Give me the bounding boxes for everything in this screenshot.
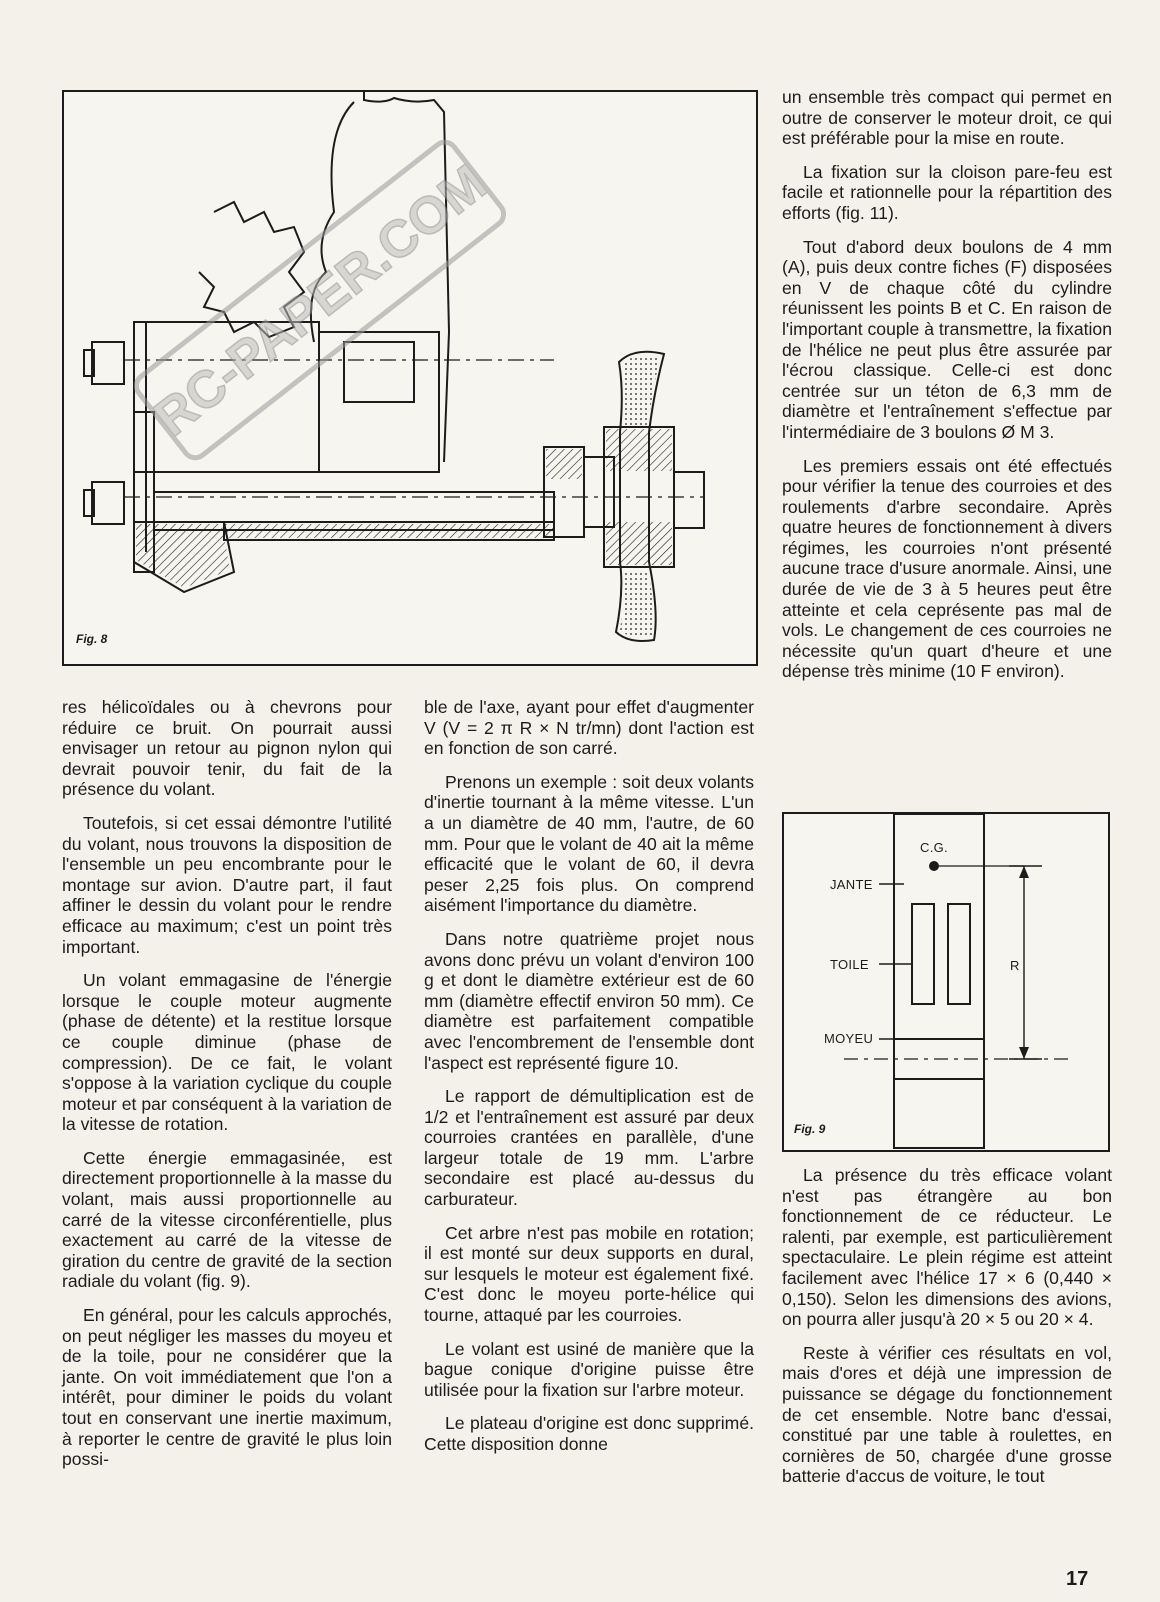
page-number: 17 bbox=[1066, 1568, 1089, 1590]
text-column-left bbox=[62, 697, 392, 1483]
paragraph: Toutefois, si cet essai démontre l'utilité du volant, nous trouvons la disposition de l'ensemble un peu encombrante pour le montage sur avion. D'autre part, il faut affiner le dessin du volant pour le rendre efficace au maximum; c'est un point très important. bbox=[62, 812, 392, 957]
paragraph: Le volant est usiné de manière que la bague conique d'origine puisse être utilisée pour la fixation sur l'arbre moteur. bbox=[424, 1338, 754, 1400]
paragraph: res hélicoïdales ou à chevrons pour réduire ce bruit. On pourrait aussi envisager un retour au pignon nylon qui devrait pouvoir tenir, du fait de la présence du volant. bbox=[62, 697, 392, 800]
paragraph: Le rapport de démultiplication est de 1/2 et l'entraînement est assuré par deux courroies crantées en parallèle, d'une largeur totale de 19 mm. L'arbre secondaire est placé au-dessus du carburateur. bbox=[424, 1086, 754, 1210]
figure-9-drawing bbox=[784, 814, 1108, 1150]
label-cg: C.G. bbox=[920, 840, 948, 855]
paragraph: La fixation sur la cloison pare-feu est facile et rationnelle pour la répartition des efforts (fig. 11). bbox=[782, 161, 1112, 223]
paragraph: ble de l'axe, ayant pour effet d'augmenter V (V = 2 π R × N tr/mn) dont l'action est en fonction de son carré. bbox=[424, 697, 754, 759]
paragraph: Un volant emmagasine de l'énergie lorsque le couple moteur augmente (phase de détente) et la restitue lorsque ce couple diminue (phase de compression). De ce fait, le volant s'oppose à la variation cyclique du couple moteur et par conséquent à la variation de la vitesse de rotation. bbox=[62, 970, 392, 1135]
text-column-right-top bbox=[782, 87, 1112, 695]
figure-9-label: Fig. 9 bbox=[794, 1122, 826, 1136]
text-column-middle bbox=[424, 697, 754, 1468]
paragraph: Reste à vérifier ces résultats en vol, mais d'ores et déjà une impression de puissance se dégage du fonctionnement de cet ensemble. Notre banc d'essai, constitué par une table à roulettes, en cornières de 50, chargée d'une grosse batterie d'accus de voiture, le tout bbox=[782, 1342, 1112, 1487]
paragraph: un ensemble très compact qui permet en outre de conserver le moteur droit, ce qui est préférable pour la mise en route. bbox=[782, 87, 1112, 149]
figure-9 bbox=[782, 812, 1110, 1152]
watermark-text: RC-PAPER.COM bbox=[143, 153, 498, 448]
paragraph: Les premiers essais ont été effectués pour vérifier la tenue des courroies et des roulements d'arbre secondaire. Après quatre heures de fonctionnement à divers régimes, les courroies n'ont présenté aucune trace d'usure anormale. Ainsi, une durée de vie de 3 à 5 heures peut être atteinte et cela ceprésente pas mal de vols. Le changement de ces courroies ne nécessite qu'un quart d'heure et une dépense très minime (10 F environ). bbox=[782, 455, 1112, 682]
paragraph: Cette énergie emmagasinée, est directement proportionnelle à la masse du volant, mais aussi proportionnelle au carré de la vitesse circonférentielle, plus exactement au carré de la vitesse de giration du centre de gravité de la section radiale du volant (fig. 9). bbox=[62, 1147, 392, 1292]
paragraph: Tout d'abord deux boulons de 4 mm (A), puis deux contre fiches (F) disposées en V de chaque côté du cylindre réunissent les points B et C. En raison de l'important couple à transmettre, la fixation de l'hélice ne peut plus être assurée par l'écrou classique. Celle-ci est donc centrée sur un téton de 6,3 mm de diamètre et l'entraînement s'effectue par l'intermédiaire de 3 boulons Ø M 3. bbox=[782, 236, 1112, 442]
label-toile: TOILE bbox=[830, 957, 869, 972]
paragraph: Dans notre quatrième projet nous avons donc prévu un volant d'environ 100 g et dont le diamètre extérieur est de 60 mm (diamètre effectif environ 50 mm). Ce diamètre est parfaitement compatible avec l'encombrement de l'ensemble dont l'aspect est représenté figure 10. bbox=[424, 928, 754, 1073]
paragraph: Cet arbre n'est pas mobile en rotation; il est monté sur deux supports en dural, sur lesquels le moteur est également fixé. C'est donc le moyeu porte-hélice qui tourne, attaqué par les courroies. bbox=[424, 1222, 754, 1326]
text-column-right-bottom bbox=[782, 1165, 1112, 1500]
label-moyeu: MOYEU bbox=[824, 1031, 874, 1046]
watermark-stamp bbox=[90, 120, 550, 480]
paragraph: En général, pour les calculs approchés, on peut négliger les masses du moyeu et de la toile, pour ne considérer que la jante. On voit immédiatement que l'on a intérêt, pour diminer le poids du volant tout en conservant une inertie maximum, à reporter le centre de gravité le plus loin possi- bbox=[62, 1305, 392, 1470]
figure-8-label: Fig. 8 bbox=[76, 632, 108, 646]
paragraph: La présence du très efficace volant n'est pas étrangère au bon fonctionnement de ce réducteur. Le ralenti, par exemple, est particulièrement spectaculaire. Le plein régime est atteint facilement avec l'hélice 17 × 6 (0,440 × 0,150). Selon les dimensions des avions, on pourra aller jusqu'à 20 × 5 ou 20 × 4. bbox=[782, 1165, 1112, 1330]
paragraph: Le plateau d'origine est donc supprimé. Cette disposition donne bbox=[424, 1413, 754, 1454]
label-jante: JANTE bbox=[830, 877, 873, 892]
label-r: R bbox=[1010, 958, 1020, 973]
paragraph: Prenons un exemple : soit deux volants d'inertie tournant à la même vitesse. L'un a un diamètre de 40 mm, l'autre, de 60 mm. Pour que le volant de 40 ait la même efficacité que le volant de 60, il devra peser 2,25 fois plus. On comprend aisément l'importance du diamètre. bbox=[424, 771, 754, 916]
